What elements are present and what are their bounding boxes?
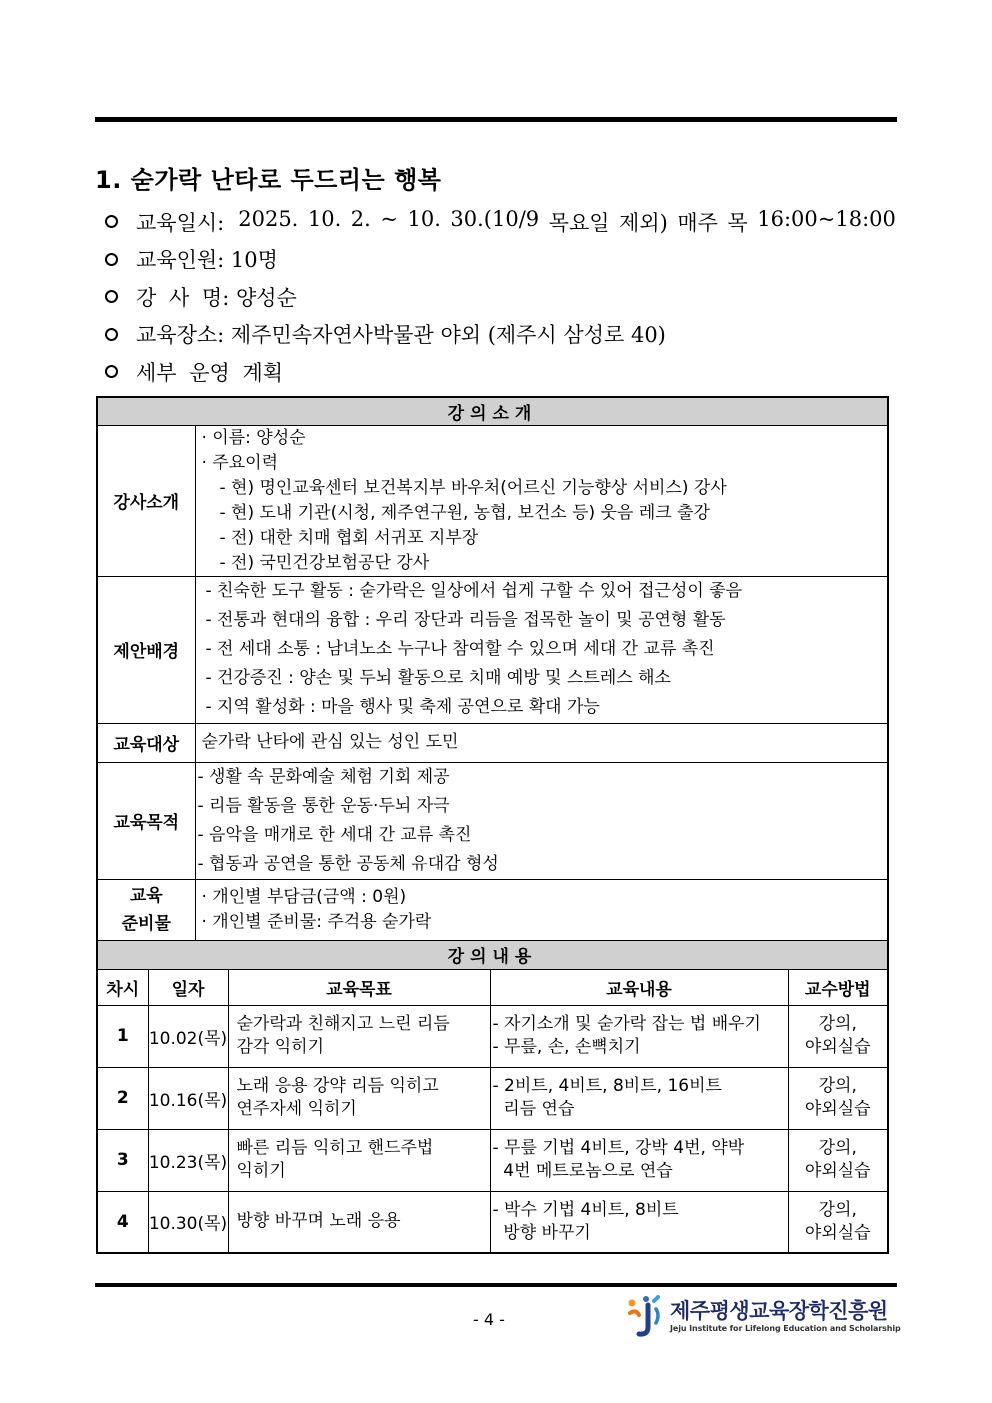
session-method: 강의, 야외실습 — [788, 1005, 888, 1067]
target-cell: 숟가락 난타에 관심 있는 성인 도민 — [195, 723, 888, 762]
bullet-schedule — [105, 203, 896, 241]
session-number: 3 — [97, 1129, 148, 1191]
session-date: 10.16(목) — [148, 1067, 228, 1129]
background-label: 제안배경 — [97, 576, 195, 723]
instructor-cell: · 이름: 양성순 · 주요이력 - 현) 명인교육센터 보건복지부 바우처(어르신 기능향상 서비스) 강사 - 현) 도내 기관(시청, 제주연구원, 농협, 보건소 등) 웃음 레크 출강 - 전) 대한 치매 협회 서귀포 지부장 - 전) 국민건강보험공단 강사 — [195, 425, 888, 576]
schedule-value: 2025. 10. 2. ~ 10. 30.(10/9 목요일 제외) 매주 목 16:00~18:00 — [238, 206, 896, 235]
session-number: 1 — [97, 1005, 148, 1067]
table-row — [97, 1005, 888, 1067]
session-date: 10.30(목) — [148, 1191, 228, 1253]
background-cell: - 친숙한 도구 활동 : 숟가락은 일상에서 쉽게 구할 수 있어 접근성이 좋음 - 전통과 현대의 융합 : 우리 장단과 리듬을 접목한 놀이 및 공연형 활동 - 전 세대 소통 : 남녀노소 누구나 참여할 수 있으며 세대 간 교류 촉진 - 건강증진 : 양손 및 두뇌 활동으로 치매 예방 및 스트레스 해소 - 지역 활성화 : 마을 행사 및 축제 공연으로 확대 가능 — [195, 576, 888, 723]
objectives-label: 교육목적 — [97, 762, 195, 879]
circle-bullet-icon — [105, 328, 118, 341]
institute-logo-icon — [626, 1293, 668, 1339]
session-number: 2 — [97, 1067, 148, 1129]
bullet-location: 교육장소: 제주민속자연사박물관 야외 (제주시 삼성로 40) — [105, 316, 905, 354]
circle-bullet-icon — [105, 290, 118, 303]
session-date: 10.23(목) — [148, 1129, 228, 1191]
bullet-instructor: 강 사 명: 양성순 — [105, 278, 905, 316]
session-goal: 노래 응용 강약 리듬 익히고 연주자세 익히기 — [228, 1067, 490, 1129]
instructor-label: 강사소개 — [97, 425, 195, 576]
target-label: 교육대상 — [97, 723, 195, 762]
session-method: 강의, 야외실습 — [788, 1067, 888, 1129]
session-method: 강의, 야외실습 — [788, 1191, 888, 1253]
session-method: 강의, 야외실습 — [788, 1129, 888, 1191]
materials-label: 교육 준비물 — [97, 879, 195, 940]
bullet-plan: 세부 운영 계획 — [105, 353, 905, 391]
table-row — [97, 1191, 888, 1253]
content-header: 강의내용 — [97, 940, 888, 969]
session-goal: 빠른 리듬 익히고 핸드주법 익히기 — [228, 1129, 490, 1191]
session-goal: 숟가락과 친해지고 느린 리듬 감각 익히기 — [228, 1005, 490, 1067]
col-goal: 교육목표 — [228, 969, 490, 1005]
circle-bullet-icon — [105, 253, 118, 266]
col-date: 일자 — [148, 969, 228, 1005]
bullet-headcount: 교육인원: 10명 — [105, 241, 905, 279]
logo-name: 제주평생교육장학진흥원 — [670, 1299, 888, 1323]
info-bullets — [105, 203, 905, 391]
col-content: 교육내용 — [490, 969, 788, 1005]
session-content: - 2비트, 4비트, 8비트, 16비트 리듬 연습 — [490, 1067, 788, 1129]
schedule-text: 교육일시: 2025. 10. 2. ~ 10. 30.(10/9 목요일 제외) 매주 목 16:00~18:00 — [136, 206, 896, 235]
session-content: - 박수 기법 4비트, 8비트 방향 바꾸기 — [490, 1191, 788, 1253]
col-session: 차시 — [97, 969, 148, 1005]
page-number: - 4 - — [473, 1310, 505, 1329]
plan-table — [96, 396, 889, 1254]
intro-header: 강의소개 — [97, 397, 888, 425]
bottom-rule — [95, 1283, 897, 1287]
logo-subtitle: Jeju Institute for Lifelong Education and Scholarship — [670, 1324, 901, 1333]
session-goal: 방향 바꾸며 노래 응용 — [228, 1191, 490, 1253]
materials-cell: · 개인별 부담금(금액 : 0원) · 개인별 준비물: 주걱용 숟가락 — [195, 879, 888, 940]
top-rule — [95, 117, 897, 122]
objectives-cell: - 생활 속 문화예술 체험 기회 제공 - 리듬 활동을 통한 운동·두뇌 자극 - 음악을 매개로 한 세대 간 교류 촉진 - 협동과 공연을 통한 공동체 유대감 형성 — [195, 762, 888, 879]
session-date: 10.02(목) — [148, 1005, 228, 1067]
col-method: 교수방법 — [788, 969, 888, 1005]
session-content: - 무릎 기법 4비트, 강박 4번, 약박 4번 메트로놈으로 연습 — [490, 1129, 788, 1191]
table-row — [97, 1067, 888, 1129]
institute-logo — [626, 1293, 901, 1339]
circle-bullet-icon — [105, 365, 118, 378]
session-number: 4 — [97, 1191, 148, 1253]
circle-bullet-icon — [105, 215, 118, 228]
table-row — [97, 1129, 888, 1191]
section-title: 1. 숟가락 난타로 두드리는 행복 — [95, 166, 442, 194]
session-content: - 자기소개 및 숟가락 잡는 법 배우기 - 무릎, 손, 손뼉치기 — [490, 1005, 788, 1067]
